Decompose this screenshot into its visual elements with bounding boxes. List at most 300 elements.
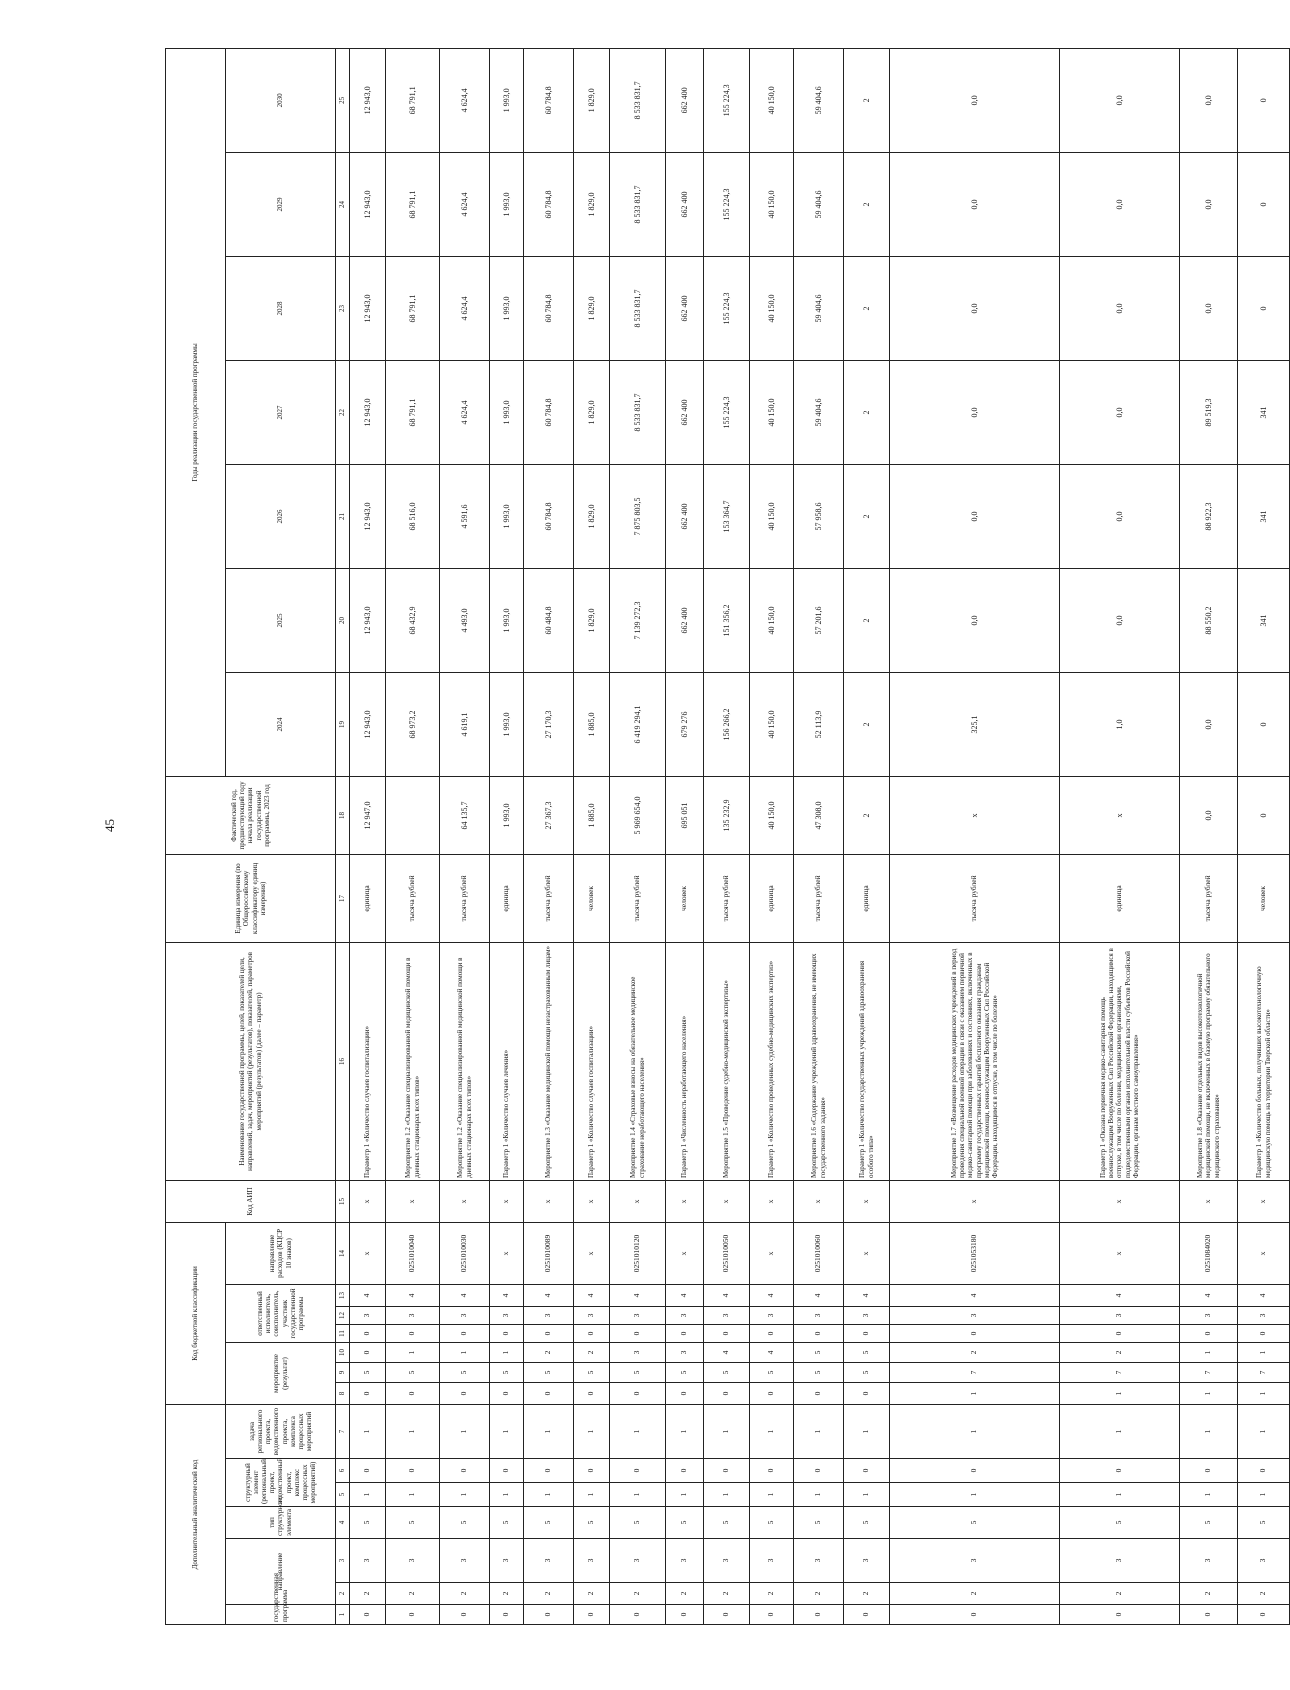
year-value-cell: 0,0	[1060, 48, 1180, 152]
code-cell: 3	[490, 1539, 524, 1583]
column-number: 25	[336, 48, 350, 152]
code-cell: 7	[890, 1363, 1060, 1383]
code-cell: 0	[844, 1383, 890, 1405]
year-value-cell: 4 624,4	[440, 256, 490, 360]
code-cell: 1	[844, 1483, 890, 1507]
code-cell: 1	[1180, 1405, 1238, 1459]
year-value-cell: 40 150,0	[750, 568, 794, 672]
fact-value-cell: 695 051	[666, 776, 704, 854]
code-cell: 1	[1060, 1405, 1180, 1459]
code-cell: 1	[386, 1483, 440, 1507]
year-value-cell: 4 624,4	[440, 152, 490, 256]
header-year: 2024	[226, 672, 336, 776]
table-row	[844, 48, 890, 1624]
unit-cell: человек	[1238, 854, 1290, 942]
header-aip: Код АИП	[166, 1180, 336, 1222]
table-row	[610, 48, 666, 1624]
code-cell: 1	[1238, 1405, 1290, 1459]
code-cell: 0	[524, 1325, 574, 1343]
code-cell: 3	[574, 1307, 610, 1325]
header-direction: направление	[226, 1539, 336, 1605]
aip-cell: x	[704, 1180, 750, 1222]
code-cell: 2	[490, 1583, 524, 1605]
header-year: 2025	[226, 568, 336, 672]
fact-value-cell: 40 150,0	[750, 776, 794, 854]
item-name-cell: Мероприятие 1.6 «Содержание учреждений здравоохранения, не имеющих государственного задания»	[794, 942, 844, 1180]
aip-cell: x	[844, 1180, 890, 1222]
page-number: 45	[102, 819, 117, 832]
item-name-cell: Параметр 1 «Количество государственных учреждений здравоохранения особого типа»	[844, 942, 890, 1180]
code-cell: 2	[1060, 1583, 1180, 1605]
unit-cell: тысяча рублей	[890, 854, 1060, 942]
code-cell: 2	[1238, 1583, 1290, 1605]
column-number: 13	[336, 1285, 350, 1307]
year-value-cell: 12 943,0	[350, 152, 386, 256]
code-cell: 0	[1180, 1605, 1238, 1625]
code-cell: 4	[1180, 1285, 1238, 1307]
aip-cell: x	[574, 1180, 610, 1222]
column-number: 24	[336, 152, 350, 256]
year-value-cell: 8 533 831,7	[610, 360, 666, 464]
code-cell: 2	[350, 1583, 386, 1605]
code-cell: 0	[524, 1383, 574, 1405]
code-cell: 0	[524, 1605, 574, 1625]
aip-cell: x	[666, 1180, 704, 1222]
code-cell: 0	[574, 1383, 610, 1405]
fact-value-cell: 64 135,7	[440, 776, 490, 854]
column-number: 18	[336, 776, 350, 854]
header-year: 2030	[226, 48, 336, 152]
column-number-row	[336, 48, 350, 1624]
year-value-cell: 1 829,0	[574, 360, 610, 464]
code-cell: 1	[386, 1343, 440, 1363]
fact-value-cell: 1 885,0	[574, 776, 610, 854]
aip-cell: x	[524, 1180, 574, 1222]
code-cell: 1	[440, 1405, 490, 1459]
item-name-cell: Параметр 1 «Количество случаев госпитализации»	[350, 942, 386, 1180]
code-cell: 4	[350, 1285, 386, 1307]
code-cell: 0	[890, 1459, 1060, 1483]
year-value-cell: 0,0	[890, 256, 1060, 360]
code-cell: 0	[890, 1605, 1060, 1625]
expense-code-cell: x	[490, 1222, 524, 1284]
expense-code-cell: 0251010050	[704, 1222, 750, 1284]
code-cell: 0	[386, 1459, 440, 1483]
year-value-cell: 4 493,0	[440, 568, 490, 672]
code-cell: 4	[524, 1285, 574, 1307]
table-row	[350, 48, 386, 1624]
header-executor: ответственный исполнитель, соисполнитель, участник государственной программы	[226, 1285, 336, 1343]
code-cell: 5	[890, 1507, 1060, 1539]
code-cell: 2	[574, 1583, 610, 1605]
expense-code-cell: 0251010120	[610, 1222, 666, 1284]
unit-cell: тысяча рублей	[524, 854, 574, 942]
code-cell: 7	[1238, 1363, 1290, 1383]
code-cell: 3	[1060, 1307, 1180, 1325]
column-number: 5	[336, 1483, 350, 1507]
code-cell: 0	[844, 1605, 890, 1625]
code-cell: 2	[440, 1583, 490, 1605]
year-value-cell: 4 624,4	[440, 48, 490, 152]
year-value-cell: 155 224,3	[704, 48, 750, 152]
code-cell: 0	[610, 1605, 666, 1625]
item-name-cell: Мероприятие 1.8 «Оказание отдельных видов высокотехнологичной медицинской помощи, не включенных в базовую программу обязательного медицинского страхования»	[1180, 942, 1238, 1180]
year-value-cell: 662 400	[666, 360, 704, 464]
code-cell: 3	[350, 1539, 386, 1583]
code-cell: 0	[386, 1605, 440, 1625]
code-cell: 1	[666, 1483, 704, 1507]
code-cell: 0	[794, 1459, 844, 1483]
year-value-cell: 0,0	[1180, 672, 1238, 776]
code-cell: 3	[1180, 1539, 1238, 1583]
item-name-cell: Параметр 1 «Количество проведенных судебно-медицинских экспертиз»	[750, 942, 794, 1180]
code-cell: 5	[844, 1363, 890, 1383]
column-number: 9	[336, 1363, 350, 1383]
year-value-cell: 1 829,0	[574, 568, 610, 672]
code-cell: 1	[1060, 1483, 1180, 1507]
year-value-cell: 0,0	[1060, 256, 1180, 360]
year-value-cell: 0,0	[890, 464, 1060, 568]
table-row	[1180, 48, 1238, 1624]
code-cell: 1	[490, 1343, 524, 1363]
year-value-cell: 27 170,3	[524, 672, 574, 776]
code-cell: 1	[610, 1405, 666, 1459]
expense-code-cell: 0251010089	[524, 1222, 574, 1284]
code-cell: 2	[890, 1583, 1060, 1605]
year-value-cell: 68 973,2	[386, 672, 440, 776]
unit-cell: человек	[574, 854, 610, 942]
expense-code-cell: x	[350, 1222, 386, 1284]
year-value-cell: 155 224,3	[704, 152, 750, 256]
item-name-cell: Мероприятие 1.5 «Проведение судебно-медицинской экспертизы»	[704, 942, 750, 1180]
expense-code-cell: x	[1060, 1222, 1180, 1284]
year-value-cell: 59 404,6	[794, 360, 844, 464]
code-cell: 3	[750, 1539, 794, 1583]
unit-cell: тысяча рублей	[794, 854, 844, 942]
year-value-cell: 662 400	[666, 256, 704, 360]
year-value-cell: 2	[844, 256, 890, 360]
year-value-cell: 12 943,0	[350, 464, 386, 568]
code-cell: 3	[666, 1343, 704, 1363]
code-cell: 7	[1060, 1363, 1180, 1383]
code-cell: 4	[386, 1285, 440, 1307]
code-cell: 5	[440, 1363, 490, 1383]
code-cell: 2	[1060, 1343, 1180, 1363]
year-value-cell: 59 404,6	[794, 152, 844, 256]
unit-cell: единица	[844, 854, 890, 942]
item-name-cell: Мероприятие 1.3 «Оказание медицинской помощи незастрахованным лицам»	[524, 942, 574, 1180]
code-cell: 0	[666, 1325, 704, 1343]
code-cell: 0	[440, 1325, 490, 1343]
code-cell: 3	[1060, 1539, 1180, 1583]
code-cell: 0	[890, 1325, 1060, 1343]
column-number: 12	[336, 1307, 350, 1325]
year-value-cell: 68 791,1	[386, 152, 440, 256]
fact-value-cell: 5 969 654,0	[610, 776, 666, 854]
year-value-cell: 60 784,8	[524, 256, 574, 360]
year-value-cell: 40 150,0	[750, 152, 794, 256]
year-value-cell: 6 419 294,1	[610, 672, 666, 776]
fact-value-cell: 27 367,3	[524, 776, 574, 854]
code-cell: 0	[1060, 1605, 1180, 1625]
year-value-cell: 1 829,0	[574, 152, 610, 256]
code-cell: 2	[524, 1583, 574, 1605]
code-cell: 0	[350, 1605, 386, 1625]
table-row	[1060, 48, 1180, 1624]
header-fact-year: Фактический год, предшествующий году начала реализации государственной программы, 2023 год	[166, 776, 336, 854]
code-cell: 3	[1238, 1307, 1290, 1325]
code-cell: 3	[666, 1307, 704, 1325]
aip-cell: x	[440, 1180, 490, 1222]
year-value-cell: 1 993,0	[490, 256, 524, 360]
code-cell: 2	[524, 1343, 574, 1363]
unit-cell: тысяча рублей	[440, 854, 490, 942]
code-cell: 0	[704, 1459, 750, 1483]
table-row	[524, 48, 574, 1624]
code-cell: 4	[440, 1285, 490, 1307]
code-cell: 0	[350, 1325, 386, 1343]
code-cell: 1	[794, 1483, 844, 1507]
code-cell: 4	[890, 1285, 1060, 1307]
fact-value-cell: 0	[1238, 776, 1290, 854]
header-year: 2029	[226, 152, 336, 256]
year-value-cell: 662 400	[666, 568, 704, 672]
aip-cell: x	[1238, 1180, 1290, 1222]
code-cell: 1	[1180, 1383, 1238, 1405]
header-year: 2028	[226, 256, 336, 360]
expense-code-cell: x	[750, 1222, 794, 1284]
table-body	[350, 48, 1290, 1624]
year-value-cell: 40 150,0	[750, 360, 794, 464]
code-cell: 1	[350, 1483, 386, 1507]
year-value-cell: 68 791,1	[386, 360, 440, 464]
year-value-cell: 0,0	[890, 152, 1060, 256]
fact-value-cell: x	[890, 776, 1060, 854]
year-value-cell: 8 533 831,7	[610, 48, 666, 152]
year-value-cell: 662 400	[666, 464, 704, 568]
code-cell: 2	[750, 1583, 794, 1605]
unit-cell: тысяча рублей	[610, 854, 666, 942]
year-value-cell: 0,0	[890, 360, 1060, 464]
code-cell: 0	[794, 1383, 844, 1405]
code-cell: 0	[574, 1459, 610, 1483]
code-cell: 1	[490, 1483, 524, 1507]
year-value-cell: 0,0	[1060, 568, 1180, 672]
code-cell: 0	[666, 1459, 704, 1483]
year-value-cell: 156 266,2	[704, 672, 750, 776]
code-cell: 3	[750, 1307, 794, 1325]
code-cell: 5	[386, 1363, 440, 1383]
year-value-cell: 12 943,0	[350, 256, 386, 360]
table-row	[704, 48, 750, 1624]
code-cell: 0	[844, 1459, 890, 1483]
code-cell: 0	[610, 1325, 666, 1343]
code-cell: 5	[666, 1507, 704, 1539]
code-cell: 0	[704, 1325, 750, 1343]
code-cell: 0	[350, 1459, 386, 1483]
code-cell: 4	[794, 1285, 844, 1307]
item-name-cell: Мероприятие 1.2 «Оказание специализированной медицинской помощи в дневных стационарах всех типов»	[386, 942, 440, 1180]
item-name-cell: Мероприятие 1.2 «Оказание специализированной медицинской помощи в дневных стационарах всех типов»	[440, 942, 490, 1180]
code-cell: 0	[440, 1383, 490, 1405]
code-cell: 5	[350, 1507, 386, 1539]
code-cell: 1	[890, 1483, 1060, 1507]
year-value-cell: 68 791,1	[386, 48, 440, 152]
header-name: Наименование государственной программы, целей, показателей цели, направлений, задач, мероприятий (результатов), показателей, параметров мероприятий (результатов) (далее – параметр)	[166, 942, 336, 1180]
header-year: 2026	[226, 464, 336, 568]
year-value-cell: 88 922,3	[1180, 464, 1238, 568]
code-cell: 5	[350, 1363, 386, 1383]
expense-code-cell: x	[1238, 1222, 1290, 1284]
expense-code-cell: 0251010060	[794, 1222, 844, 1284]
code-cell: 0	[610, 1383, 666, 1405]
year-value-cell: 57 958,6	[794, 464, 844, 568]
table-row	[386, 48, 440, 1624]
code-cell: 4	[704, 1343, 750, 1363]
year-value-cell: 0,0	[1180, 256, 1238, 360]
code-cell: 2	[386, 1583, 440, 1605]
code-cell: 5	[844, 1507, 890, 1539]
year-value-cell: 60 484,8	[524, 568, 574, 672]
code-cell: 3	[610, 1307, 666, 1325]
year-value-cell: 679 276	[666, 672, 704, 776]
code-cell: 1	[440, 1343, 490, 1363]
year-value-cell: 0,0	[1060, 152, 1180, 256]
column-number: 23	[336, 256, 350, 360]
code-cell: 1	[704, 1483, 750, 1507]
code-cell: 3	[386, 1307, 440, 1325]
code-cell: 3	[666, 1539, 704, 1583]
code-cell: 1	[750, 1405, 794, 1459]
code-cell: 1	[386, 1405, 440, 1459]
code-cell: 4	[704, 1285, 750, 1307]
expense-code-cell: 0251053180	[890, 1222, 1060, 1284]
table-row	[794, 48, 844, 1624]
expense-code-cell: x	[844, 1222, 890, 1284]
code-cell: 0	[490, 1383, 524, 1405]
code-cell: 7	[1180, 1363, 1238, 1383]
code-cell: 4	[666, 1285, 704, 1307]
code-cell: 0	[610, 1459, 666, 1483]
year-value-cell: 662 400	[666, 152, 704, 256]
code-cell: 4	[750, 1343, 794, 1363]
item-name-cell: Параметр 1 «Оказана первичная медико-санитарная помощь военнослужащим Вооруженных Сил Российской Федерации, находящимся в отпуске, в том числе по болезни, медицинскими организациями, подведомственными органам исполнительной власти субъектов Российской Федерации, органам местного самоуправления»	[1060, 942, 1180, 1180]
unit-cell: единица	[1060, 854, 1180, 942]
code-cell: 3	[490, 1307, 524, 1325]
year-value-cell: 0	[1238, 256, 1290, 360]
year-value-cell: 8 533 831,7	[610, 152, 666, 256]
year-value-cell: 40 150,0	[750, 256, 794, 360]
expense-code-cell: x	[666, 1222, 704, 1284]
code-cell: 1	[1180, 1483, 1238, 1507]
code-cell: 4	[610, 1285, 666, 1307]
code-cell: 1	[1238, 1483, 1290, 1507]
code-cell: 0	[1180, 1459, 1238, 1483]
year-value-cell: 153 364,7	[704, 464, 750, 568]
year-value-cell: 1 993,0	[490, 152, 524, 256]
year-value-cell: 341	[1238, 360, 1290, 464]
year-value-cell: 155 224,3	[704, 256, 750, 360]
code-cell: 0	[490, 1605, 524, 1625]
code-cell: 0	[750, 1325, 794, 1343]
code-cell: 1	[490, 1405, 524, 1459]
aip-cell: x	[610, 1180, 666, 1222]
code-cell: 1	[1060, 1383, 1180, 1405]
code-cell: 3	[524, 1539, 574, 1583]
aip-cell: x	[794, 1180, 844, 1222]
code-cell: 4	[1238, 1285, 1290, 1307]
item-name-cell: Параметр 1 «Количество больных, получивших высокотехнологичную медицинскую помощь на территории Тверской области»	[1238, 942, 1290, 1180]
code-cell: 1	[524, 1483, 574, 1507]
unit-cell: человек	[666, 854, 704, 942]
program-table	[165, 48, 1290, 1625]
code-cell: 0	[794, 1325, 844, 1343]
fact-value-cell: 2	[844, 776, 890, 854]
code-cell: 3	[610, 1343, 666, 1363]
unit-cell: тысяча рублей	[1180, 854, 1238, 942]
code-cell: 0	[490, 1459, 524, 1483]
aip-cell: x	[350, 1180, 386, 1222]
item-name-cell: Параметр 1 «Численность неработающего населения»	[666, 942, 704, 1180]
year-value-cell: 2	[844, 464, 890, 568]
code-cell: 1	[794, 1405, 844, 1459]
code-cell: 1	[844, 1405, 890, 1459]
column-number: 17	[336, 854, 350, 942]
year-value-cell: 59 404,6	[794, 48, 844, 152]
code-cell: 2	[1180, 1583, 1238, 1605]
code-cell: 0	[386, 1383, 440, 1405]
header-expense: направление расходов (КЦСР 10 знаков)	[226, 1222, 336, 1284]
code-cell: 5	[844, 1343, 890, 1363]
year-value-cell: 59 404,6	[794, 256, 844, 360]
code-cell: 2	[610, 1583, 666, 1605]
year-value-cell: 60 784,8	[524, 152, 574, 256]
code-cell: 0	[574, 1605, 610, 1625]
code-cell: 5	[794, 1363, 844, 1383]
year-value-cell: 2	[844, 360, 890, 464]
year-value-cell: 0	[1238, 48, 1290, 152]
year-value-cell: 325,1	[890, 672, 1060, 776]
header-budget-group: Код бюджетной классификации	[166, 1222, 226, 1404]
code-cell: 3	[704, 1307, 750, 1325]
code-cell: 4	[1060, 1285, 1180, 1307]
year-value-cell: 68 791,1	[386, 256, 440, 360]
year-value-cell: 89 519,3	[1180, 360, 1238, 464]
year-value-cell: 57 201,6	[794, 568, 844, 672]
column-number: 20	[336, 568, 350, 672]
year-value-cell: 341	[1238, 464, 1290, 568]
year-value-cell: 88 550,2	[1180, 568, 1238, 672]
code-cell: 3	[794, 1307, 844, 1325]
year-value-cell: 0,0	[1180, 152, 1238, 256]
code-cell: 1	[890, 1383, 1060, 1405]
year-value-cell: 0,0	[1060, 464, 1180, 568]
header-analytic-group: Дополнительный аналитический код	[166, 1405, 226, 1625]
year-value-cell: 7 875 803,5	[610, 464, 666, 568]
code-cell: 3	[794, 1539, 844, 1583]
header-struct: структурный элемент (региональный проект, ведомственный проект, комплекс процессных мероприятий)	[226, 1459, 336, 1507]
code-cell: 1	[524, 1405, 574, 1459]
code-cell: 3	[704, 1539, 750, 1583]
code-cell: 5	[750, 1363, 794, 1383]
code-cell: 3	[844, 1539, 890, 1583]
code-cell: 5	[574, 1507, 610, 1539]
code-cell: 1	[610, 1483, 666, 1507]
year-value-cell: 12 943,0	[350, 672, 386, 776]
year-value-cell: 341	[1238, 568, 1290, 672]
year-value-cell: 2	[844, 568, 890, 672]
header-unit: Единица измерения (по Общероссийскому классификатору единиц измерения)	[166, 854, 336, 942]
